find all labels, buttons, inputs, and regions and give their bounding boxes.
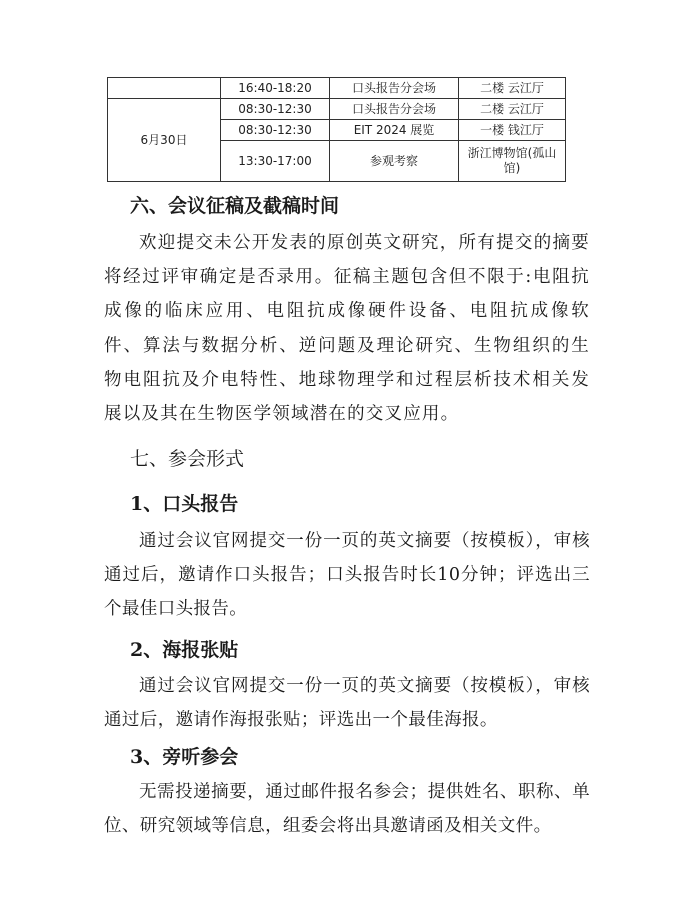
time-cell: 13:30-17:00 [221, 141, 330, 182]
location-cell [459, 141, 566, 182]
session-cell: 口头报告分会场 [330, 78, 459, 99]
oral-report-heading: 1、口头报告 [130, 493, 239, 515]
location-cell: 二楼 云江厅 [459, 78, 566, 99]
section-7-heading: 七、参会形式 [130, 448, 245, 470]
session-cell: 参观考察 [330, 141, 459, 182]
audit-paragraph: 无需投递摘要，通过邮件报名参会；提供姓名、职称、单位、研究领域等信息，组委会将出具邀请函及相关文件。 [104, 782, 590, 837]
location-line-2: 馆) [503, 161, 521, 175]
table-row [108, 99, 566, 120]
date-cell-empty [108, 78, 221, 99]
location-cell: 一楼 钱江厅 [459, 120, 566, 141]
session-cell: 口头报告分会场 [330, 99, 459, 120]
oral-report-paragraph: 通过会议官网提交一份一页的英文摘要（按模板），审核通过后，邀请作口头报告；口头报告时长10分钟；评选出三个最佳口头报告。 [104, 531, 590, 620]
date-cell: 6月30日 [108, 99, 221, 182]
time-cell: 16:40-18:20 [221, 78, 330, 99]
audit-heading: 3、旁听参会 [130, 746, 239, 768]
location-line-1: 浙江博物馆(孤山 [467, 146, 557, 160]
schedule-table [107, 77, 566, 182]
time-cell: 08:30-12:30 [221, 99, 330, 120]
section-6-paragraph: 欢迎提交未公开发表的原创英文研究，所有提交的摘要将经过评审确定是否录用。征稿主题包含但不限于:电阻抗成像的临床应用、电阻抗成像硬件设备、电阻抗成像软件、算法与数据分析、逆问题及理论研究、生物组织的生物电阻抗及介电特性、地球物理学和过程层析技术相关发展以及其在生物医学领域潜在的交叉应用。 [104, 233, 590, 425]
section-6-heading: 六、会议征稿及截稿时间 [130, 195, 340, 217]
poster-paragraph: 通过会议官网提交一份一页的英文摘要（按模板），审核通过后，邀请作海报张贴；评选出一个最佳海报。 [104, 676, 590, 731]
session-cell: EIT 2024 展览 [330, 120, 459, 141]
poster-heading: 2、海报张贴 [130, 639, 239, 661]
time-cell: 08:30-12:30 [221, 120, 330, 141]
location-cell: 二楼 云江厅 [459, 99, 566, 120]
table-row [108, 78, 566, 99]
